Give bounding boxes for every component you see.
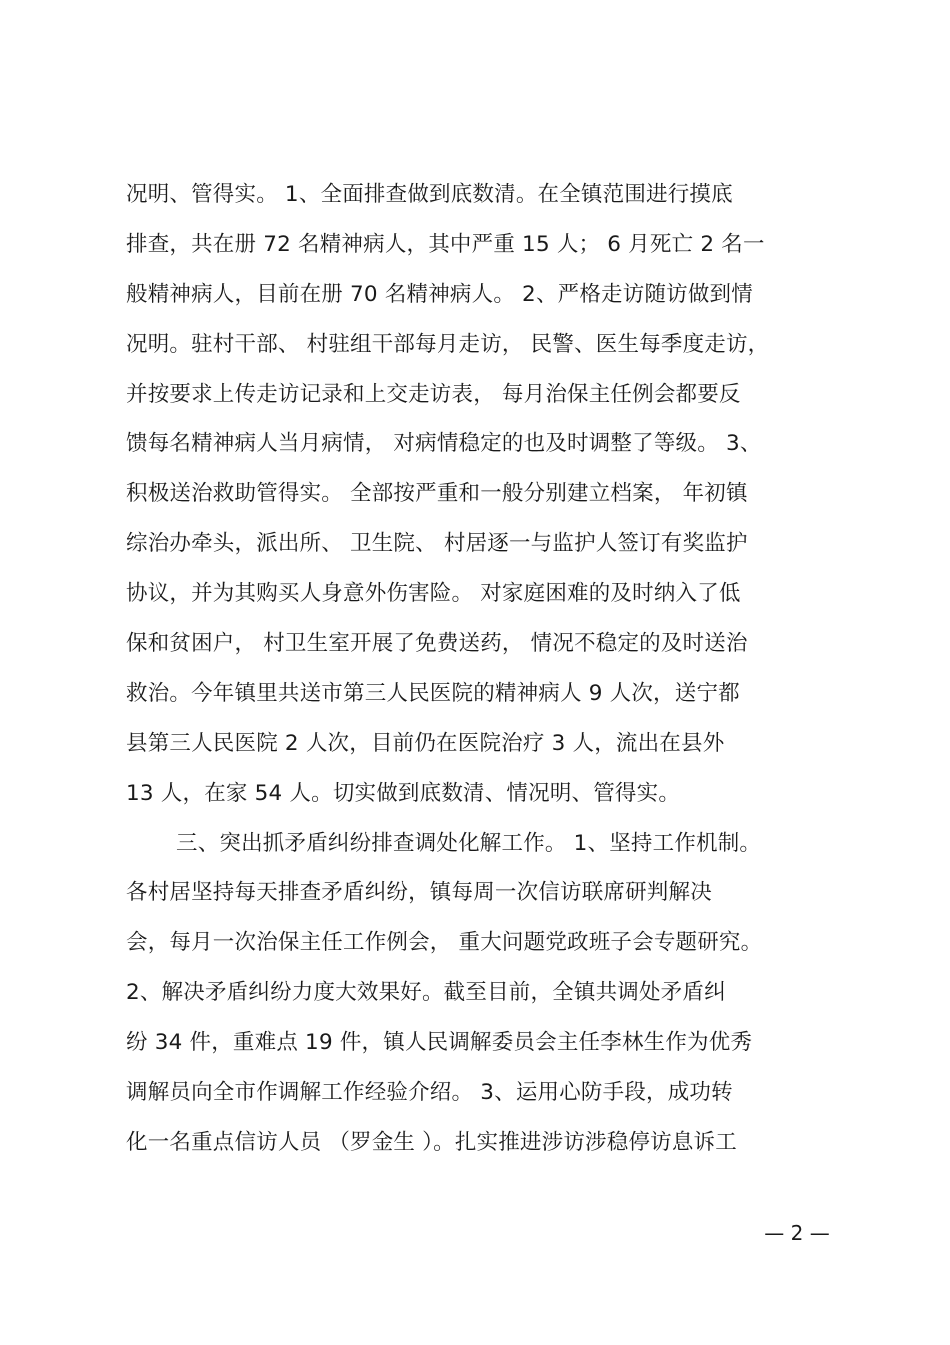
text-line: 会，每月一次治保主任工作例会， 重大问题党政班子会专题研究。 [126, 930, 763, 956]
text-line: 况明。驻村干部、 村驻组干部每月走访， 民警、医生每季度走访， [126, 331, 770, 357]
text-line: 并按要求上传走访记录和上交走访表， 每月治保主任例会都要反 [126, 381, 741, 407]
text-line: 2、解决矛盾纠纷力度大效果好。截至目前，全镇共调处矛盾纠 [126, 980, 726, 1006]
text-line: 积极送治救助管得实。 全部按严重和一般分别建立档案， 年初镇 [126, 481, 748, 507]
body-text [126, 170, 846, 1168]
text-line: 各村居坚持每天排查矛盾纠纷，镇每周一次信访联席研判解决 [126, 880, 712, 906]
text-line: 县第三人民医院 2 人次，目前仍在医院治疗 3 人，流出在县外 [126, 730, 725, 756]
page-number: — 2 — [764, 1221, 830, 1245]
text-line: 调解员向全市作调解工作经验介绍。 3、运用心防手段，成功转 [126, 1080, 733, 1106]
text-line: 协议，并为其购买人身意外伤害险。 对家庭困难的及时纳入了低 [126, 581, 741, 607]
text-line: 纷 34 件，重难点 19 件，镇人民调解委员会主任李林生作为优秀 [126, 1030, 753, 1056]
text-line: 般精神病人，目前在册 70 名精神病人。 2、严格走访随访做到情 [126, 281, 753, 307]
text-line: 排查，共在册 72 名精神病人，其中严重 15 人； 6 月死亡 2 名一 [126, 231, 765, 257]
text-line: 13 人，在家 54 人。切实做到底数清、情况明、管得实。 [126, 780, 681, 806]
text-line: 况明、管得实。 1、全面排查做到底数清。在全镇范围进行摸底 [126, 182, 733, 207]
text-line: 保和贫困户， 村卫生室开展了免费送药， 情况不稳定的及时送治 [126, 631, 748, 657]
section-heading-line: 三、突出抓矛盾纠纷排查调处化解工作。 1、坚持工作机制。 [176, 830, 762, 856]
text-line: 救治。今年镇里共送市第三人民医院的精神病人 9 人次，送宁都 [126, 680, 740, 706]
text-line: 馈每名精神病人当月病情， 对病情稳定的也及时调整了等级。 3、 [126, 431, 762, 457]
text-line: 综治办牵头，派出所、 卫生院、 村居逐一与监护人签订有奖监护 [126, 531, 748, 557]
text-line: 化一名重点信访人员 （罗金生 ）。扎实推进涉访涉稳停访息诉工 [126, 1129, 737, 1155]
